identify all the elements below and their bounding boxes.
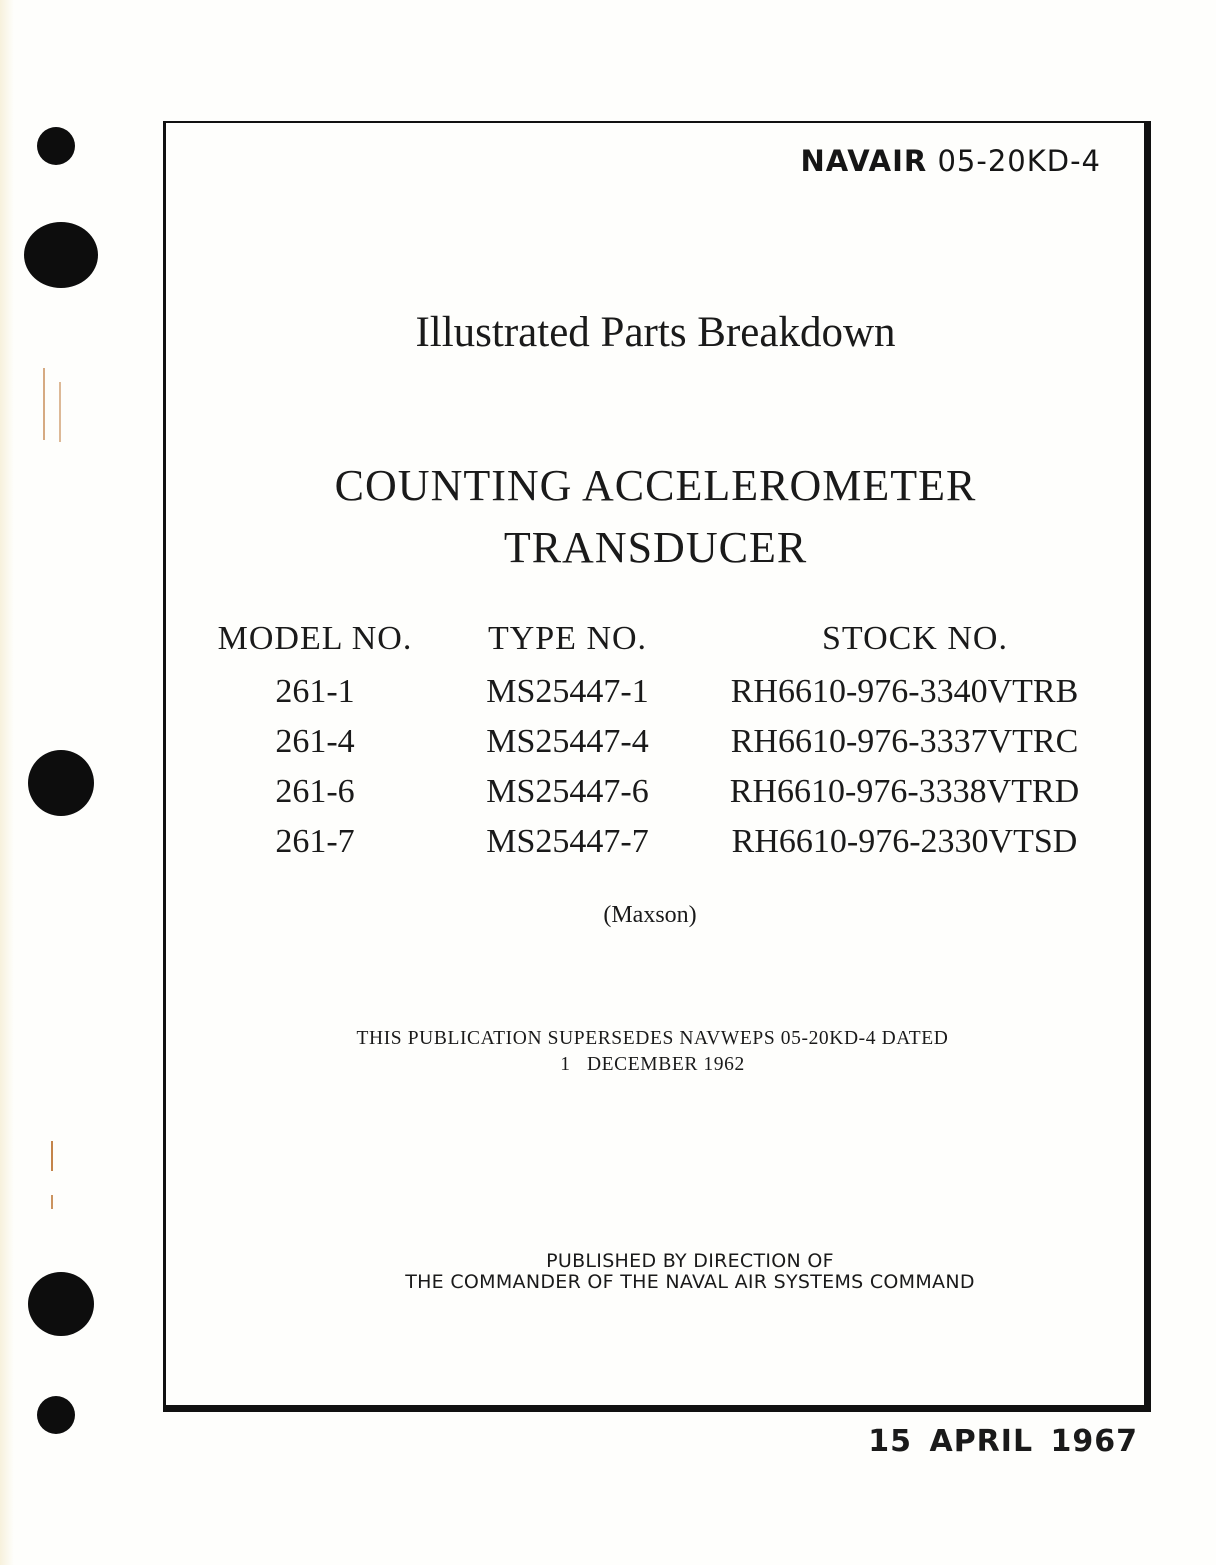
stock-cell: RH6610-976-2330VTSD xyxy=(731,823,1078,860)
supersedes-notice-line-1: THIS PUBLICATION SUPERSEDES NAVWEPS 05-20KD-4 DATED xyxy=(356,1028,949,1049)
column-header-stock: STOCK NO. xyxy=(822,620,1008,657)
stock-cell: RH6610-976-3337VTRC xyxy=(730,723,1079,760)
binder-hole-3 xyxy=(28,750,94,816)
supersedes-notice-line-2: 1 DECEMBER 1962 xyxy=(560,1054,745,1075)
document-title-line-2: TRANSDUCER xyxy=(503,523,808,572)
document-subtitle: Illustrated Parts Breakdown xyxy=(415,309,896,356)
column-header-type: TYPE NO. xyxy=(487,620,648,657)
type-cell: MS25447-1 xyxy=(486,673,649,710)
binder-hole-2 xyxy=(24,222,98,288)
model-cell: 261-1 xyxy=(275,673,355,710)
stock-cell: RH6610-976-3340VTRB xyxy=(730,673,1079,710)
model-cell: 261-6 xyxy=(275,773,355,810)
publication-number xyxy=(800,144,1101,178)
binder-hole-5 xyxy=(37,1396,75,1434)
page-edge xyxy=(0,0,14,1565)
publication-prefix: NAVAIR xyxy=(800,144,928,178)
scan-mark xyxy=(43,368,45,440)
stock-cell: RH6610-976-3338VTRD xyxy=(729,773,1080,810)
document-title-line-1: COUNTING ACCELEROMETER xyxy=(334,461,977,510)
scan-mark xyxy=(59,382,61,442)
publication-date: 15 APRIL 1967 xyxy=(868,1424,1138,1459)
column-header-model: MODEL NO. xyxy=(217,620,413,657)
publisher-line-1: PUBLISHED BY DIRECTION OF xyxy=(546,1250,834,1272)
scan-mark xyxy=(51,1195,53,1209)
model-cell: 261-7 xyxy=(275,823,355,860)
publication-code: 05-20KD-4 xyxy=(937,144,1101,178)
scan-mark xyxy=(51,1141,53,1171)
type-cell: MS25447-6 xyxy=(486,773,649,810)
publisher-line-2: THE COMMANDER OF THE NAVAL AIR SYSTEMS COMMAND xyxy=(405,1271,975,1293)
model-cell: 261-4 xyxy=(275,723,355,760)
manufacturer: (Maxson) xyxy=(603,902,697,928)
binder-hole-4 xyxy=(28,1272,94,1336)
type-cell: MS25447-7 xyxy=(486,823,649,860)
type-cell: MS25447-4 xyxy=(486,723,649,760)
binder-hole-1 xyxy=(37,127,75,165)
